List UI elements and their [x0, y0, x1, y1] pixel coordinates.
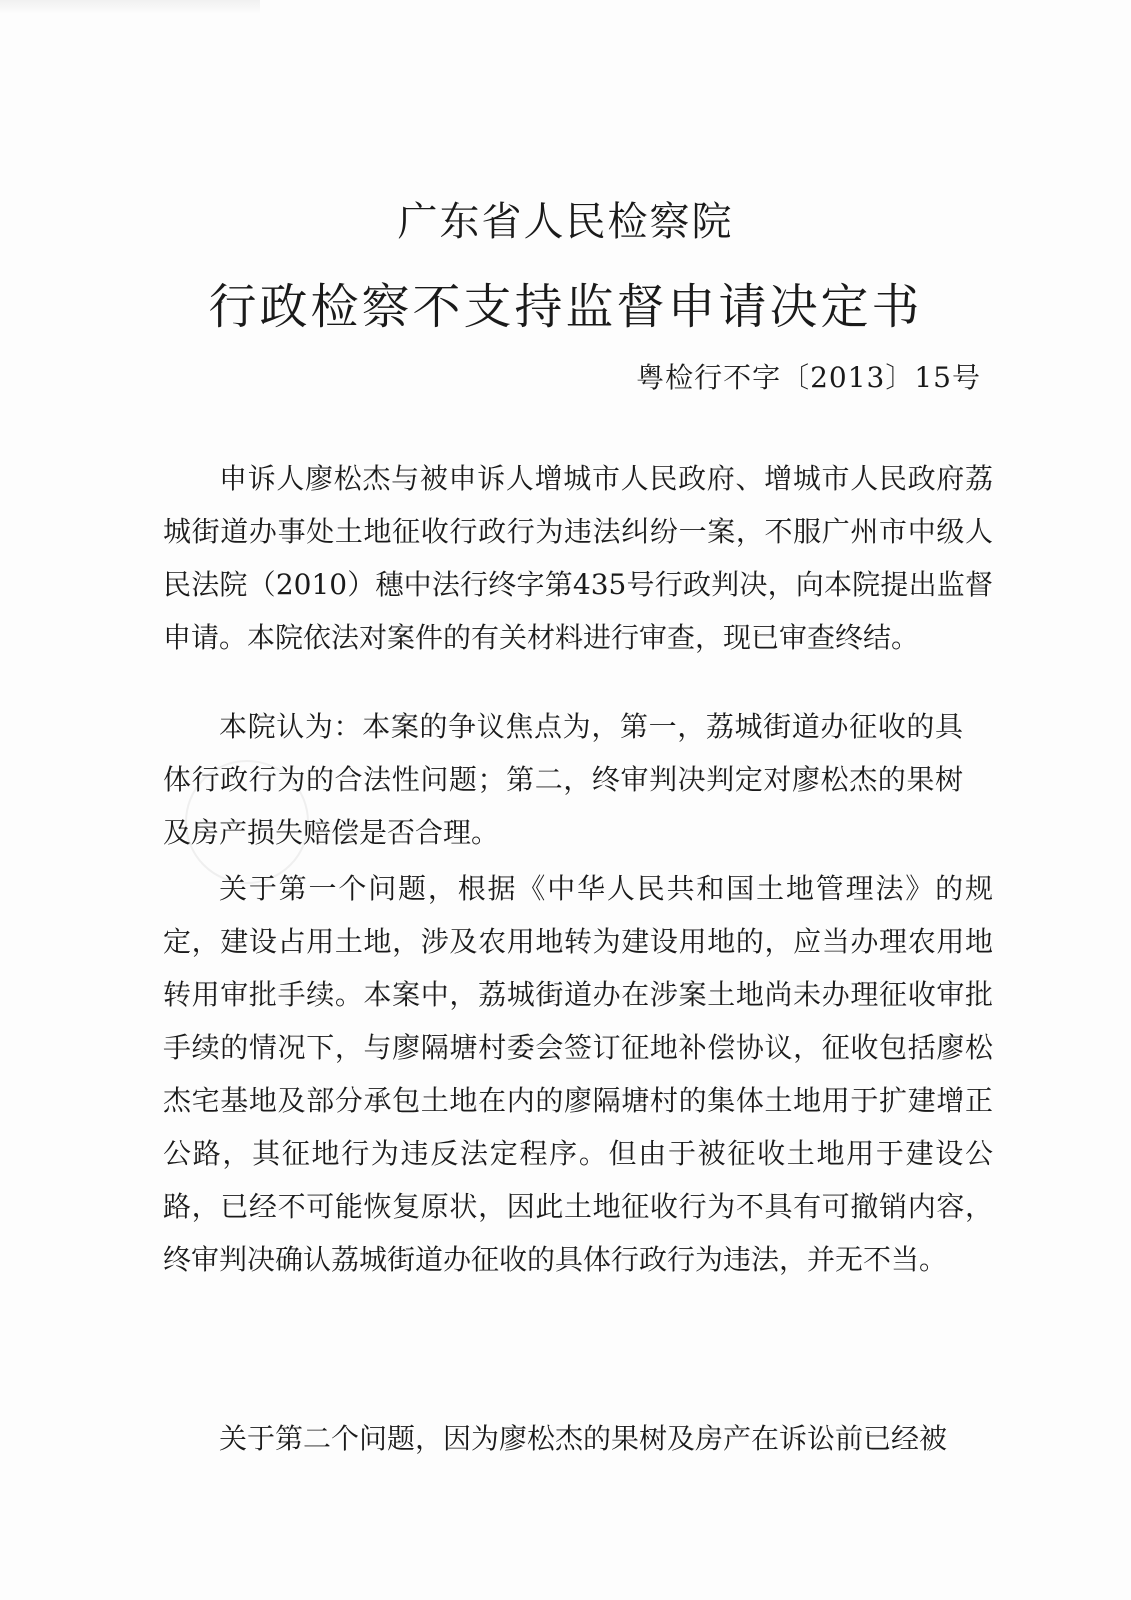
paragraph-first-issue: 关于第一个问题，根据《中华人民共和国土地管理法》的规定，建设占用土地，涉及农用地转为建设用地的，应当办理农用地转用审批手续。本案中，荔城街道办在涉案土地尚未办理征收审批手续的情况下，与廖隔塘村委会签订征地补偿协议，征收包括廖松杰宅基地及部分承包土地在内的廖隔塘村的集体土地用于扩建增正公路，其征地行为违反法定程序。但由于被征收土地用于建设公路，已经不可能恢复原状，因此土地征收行为不具有可撤销内容，终审判决确认荔城街道办征收的具体行政行为违法，并无不当。: [163, 872, 993, 1276]
document-title: 行政检察不支持监督申请决定书: [208, 279, 923, 335]
paragraph-case-summary: 申诉人廖松杰与被申诉人增城市人民政府、增城市人民政府荔城街道办事处土地征收行政行为违法纠纷一案，不服广州市中级人民法院（2010）穗中法行终字第435号行政判决，向本院提出监督申请。本院依法对案件的有关材料进行审查，现已审查终结。: [163, 462, 993, 654]
document-number: 粤检行不字〔2013〕15号: [636, 361, 981, 394]
paragraph-court-opinion: 本院认为：本案的争议焦点为，第一，荔城街道办征收的具体行政行为的合法性问题；第二，终审判决判定对廖松杰的果树及房产损失赔偿是否合理。: [163, 710, 963, 849]
paragraph-second-issue: 关于第二个问题，因为廖松杰的果树及房产在诉讼前已经被: [219, 1422, 948, 1455]
scan-artifact: [0, 0, 260, 14]
issuing-organization: 广东省人民检察院: [397, 199, 734, 245]
